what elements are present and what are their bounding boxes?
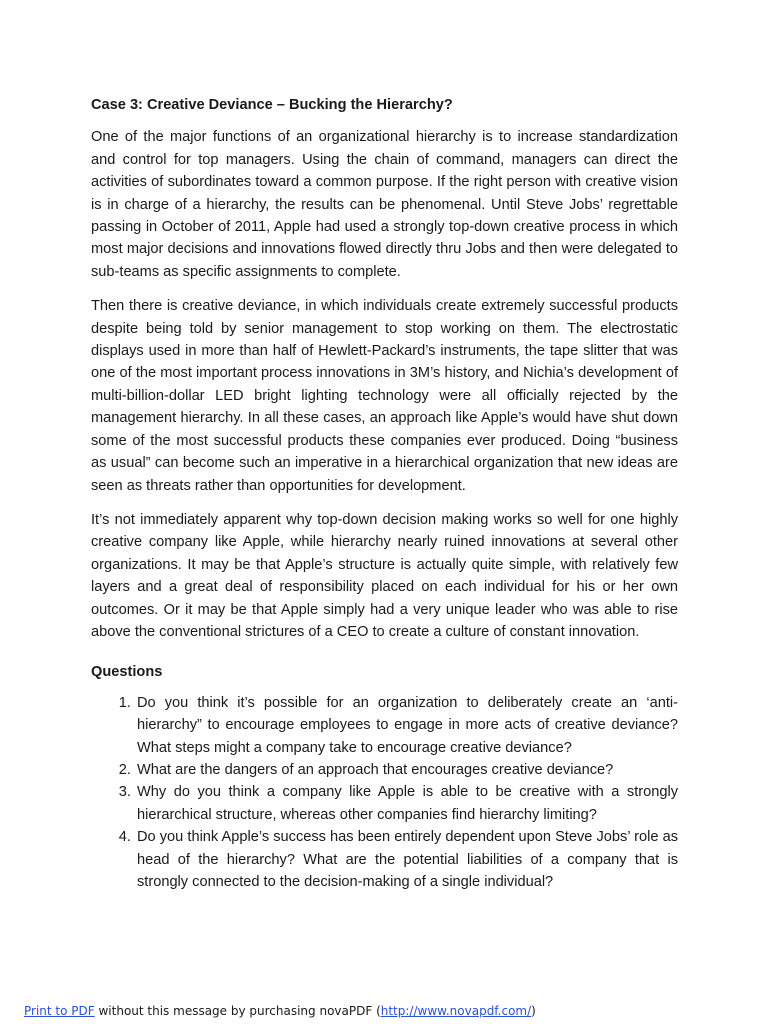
print-to-pdf-link[interactable]: Print to PDF: [24, 1004, 95, 1018]
document-title: Case 3: Creative Deviance – Bucking the Hierarchy?: [91, 97, 453, 113]
footer-end-text: ): [531, 1004, 536, 1018]
question-item: 2. What are the dangers of an approach that encourages creative deviance?: [135, 759, 678, 781]
question-item: 1. Do you think it’s possible for an organization to deliberately create an ‘anti-hierarchy” to encourage employees to engage in more acts of creative deviance? What steps might a company take to encourage creative deviance?: [135, 692, 678, 759]
questions-heading: Questions: [91, 664, 163, 681]
paragraph-3: It’s not immediately apparent why top-down decision making works so well for one highly creative company like Apple, while hierarchy nearly ruined innovations at several other organizations. It may be that Apple’s structure is actually quite simple, with relatively few layers and a great deal of responsibility placed on each individual for his or her own outcomes. Or it may be that Apple simply had a very unique leader who was able to rise above the conventional strictures of a CEO to create a culture of constant innovation.: [91, 511, 678, 640]
paragraph-2: Then there is creative deviance, in which individuals create extremely successful products despite being told by senior management to stop working on them. The electrostatic displays used in more than half of Hewlett-Packard’s instruments, the tape slitter that was one of the most important process innovations in 3M’s history, and Nichia’s development of multi-billion-dollar LED bright lighting technology were all officially rejected by the management hierarchy. In all these cases, an approach like Apple’s would have shut down some of the most successful products these companies ever produced. Doing “business as usual” can become such an imperative in a hierarchical organization that new ideas are seen as threats rather than opportunities for development.: [91, 298, 678, 494]
paragraph-1: One of the major functions of an organizational hierarchy is to increase standardization and control for top managers. Using the chain of command, managers can direct the activities of subordinates toward a common purpose. If the right person with creative vision is in charge of a hierarchy, the results can be phenomenal. Until Steve Jobs’ regrettable passing in October of 2011, Apple had used a strongly top-down creative process in which most major decisions and innovations flowed directly thru Jobs and then were delegated to sub-teams as specific assignments to complete.: [91, 129, 678, 280]
question-item: 4. Do you think Apple’s success has been entirely dependent upon Steve Jobs’ role as head of the hierarchy? What are the potential liabilities of a company that is strongly connected to the decision-making of a single individual?: [135, 826, 678, 893]
novapdf-url-link[interactable]: http://www.novapdf.com/: [380, 1004, 532, 1018]
questions-list: [91, 692, 678, 894]
question-item: 3. Why do you think a company like Apple is able to be creative with a strongly hierarchical structure, whereas other companies find hierarchy limiting?: [135, 781, 678, 826]
document-page: [91, 94, 678, 893]
footer-middle-text: without this message by purchasing novaPDF (: [94, 1004, 381, 1018]
footer-banner: [24, 1003, 536, 1019]
